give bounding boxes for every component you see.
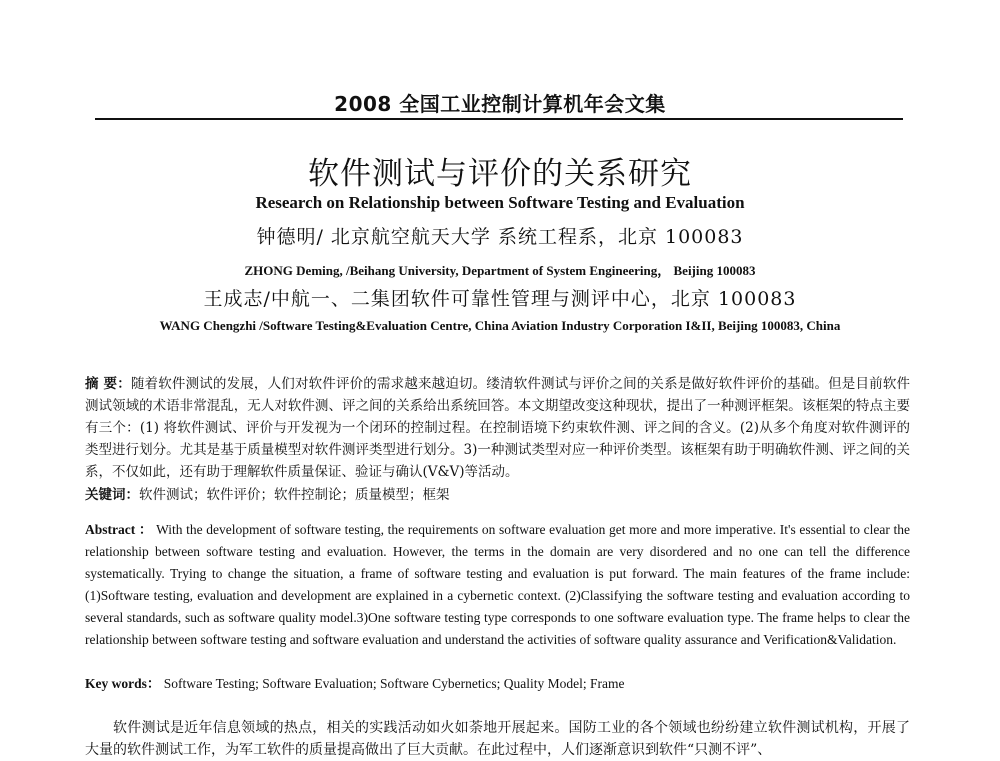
- running-header: 2008 全国工业控制计算机年会文集: [334, 92, 666, 116]
- keywords-english-label: Key words：: [85, 676, 161, 691]
- author-2-chinese: 王成志/中航一、二集团软件可靠性管理与测评中心，北京 100083: [203, 288, 797, 310]
- abstract-chinese-label: 摘 要：: [85, 376, 131, 392]
- author-1-chinese: 钟德明/ 北京航空航天大学 系统工程系，北京 100083: [256, 226, 744, 248]
- abstract-english-text: With the development of software testing, the requirements on software evaluation get more and more imperative. It's essential to clear the relationship between software testing and evaluation. However, the terms in the domain are very disordered and no one can tell the difference systematically. Trying to change the situation, a frame of software testing and evaluation is put forward. The main features of the frame include: (1)Software testing, evaluation and development are explained in a cybernetic context. (2)Classifying the software testing and evaluation according to several standards, such as software quality model.3)One software testing type corresponds to one software evaluation type. The frame helps to clear the relationship between software testing and software evaluation and understand the activities of software quality assurance and Verification&Validation.: [85, 522, 910, 647]
- abstract-chinese-text: 随着软件测试的发展，人们对软件评价的需求越来越迫切。缕清软件测试与评价之间的关系是做好软件评价的基础。但是目前软件测试领域的术语非常混乱，无人对软件测、评之间的关系给出系统回答。本文期望改变这种现状，提出了一种测评框架。该框架的特点主要有三个：(1) 将软件测试、评价与开发视为一个闭环的控制过程。在控制语境下约束软件测、评之间的含义。(2)从多个角度对软件测评的类型进行划分。尤其是基于质量模型对软件测评类型进行划分。3)一种测试类型对应一种评价类型。该框架有助于明确软件测、评之间的关系，不仅如此，还有助于理解软件质量保证、验证与确认(V&V)等活动。: [85, 376, 910, 480]
- keywords-chinese-label: 关键词：: [85, 487, 139, 503]
- abstract-english-label: Abstract ：: [85, 522, 153, 537]
- keywords-chinese-text: 软件测试；软件评价；软件控制论；质量模型；框架: [139, 487, 450, 503]
- author-1-english: ZHONG Deming, /Beihang University, Department of System Engineering， Beijing 100083: [244, 263, 756, 278]
- keywords-english: [85, 673, 910, 695]
- keywords-english-text: Software Testing; Software Evaluation; Software Cybernetics; Quality Model; Frame: [163, 676, 625, 691]
- title-english: Research on Relationship between Software Testing and Evaluation: [255, 193, 745, 212]
- keywords-chinese: [85, 484, 910, 506]
- abstract-chinese: [85, 373, 910, 483]
- abstract-english: [85, 519, 910, 651]
- body-paragraph: 软件测试是近年信息领域的热点，相关的实践活动如火如荼地开展起来。国防工业的各个领域也纷纷建立软件测试机构，开展了大量的软件测试工作，为军工软件的质量提高做出了巨大贡献。在此过程中，人们逐渐意识到软件“只测不评”、: [85, 720, 910, 758]
- header-rule: [95, 118, 903, 120]
- author-2-english: WANG Chengzhi /Software Testing&Evaluation Centre, China Aviation Industry Corporation I&II, Beijing 100083, China: [159, 318, 841, 333]
- title-chinese: 软件测试与评价的关系研究: [308, 156, 692, 192]
